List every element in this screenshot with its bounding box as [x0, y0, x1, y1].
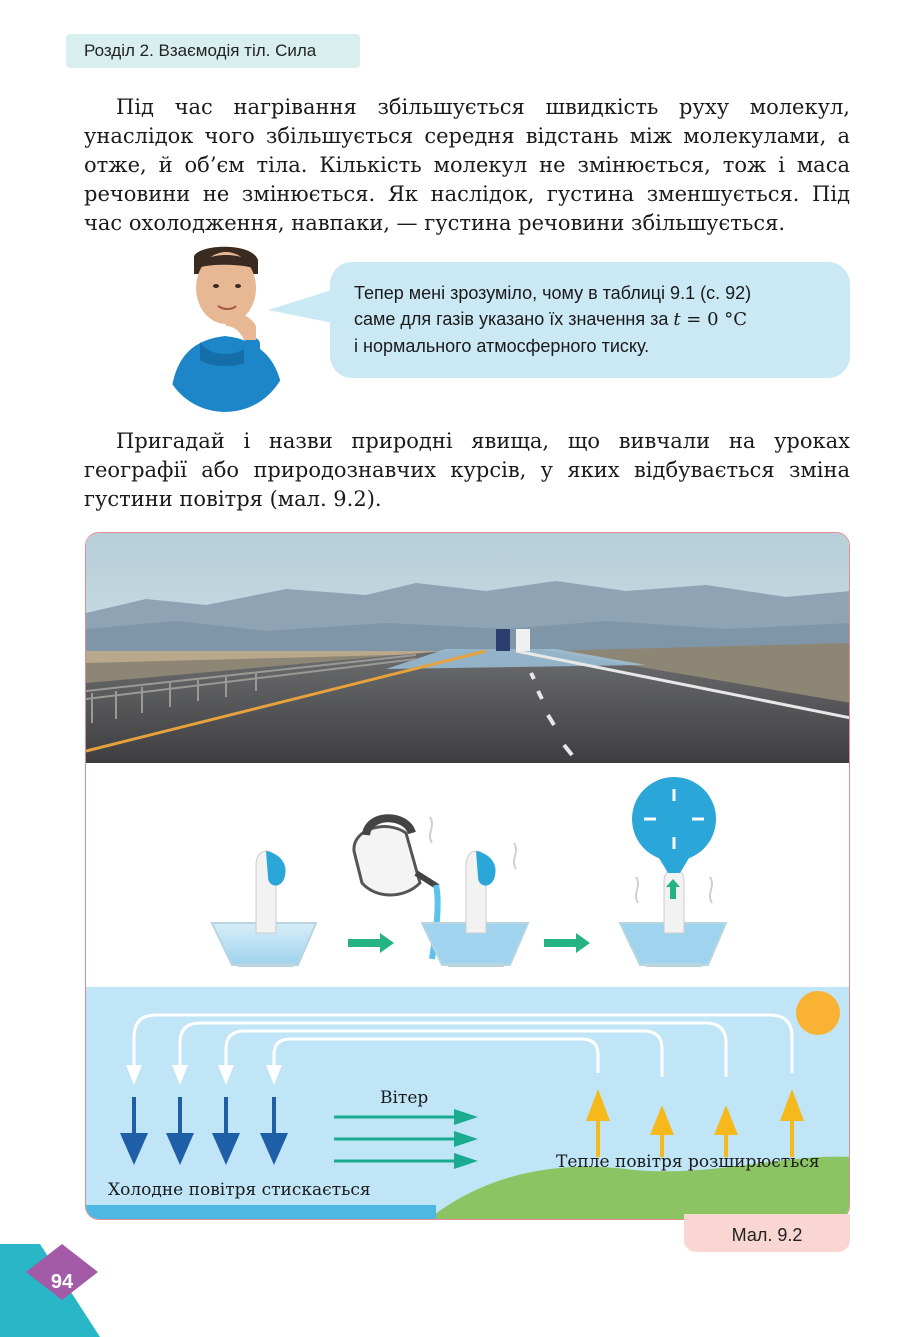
speech-bubble [330, 262, 850, 378]
page-number: 94 [50, 1271, 74, 1293]
bottle-experiment [86, 763, 850, 985]
bubble-line-2 [354, 306, 830, 333]
boy-avatar [160, 240, 290, 412]
bubble-line-3: і нормального атмосферного тиску. [354, 336, 650, 356]
warm-air-label: Тепле повітря розширюється [556, 1152, 820, 1172]
speech-bubble-text [354, 280, 830, 359]
figure-illustration [86, 533, 850, 1220]
sea-strip [86, 1205, 436, 1220]
body-paragraph-1: Під час нагрівання збільшується швидкість руху молекул, унаслідок чого збільшується середня відстань між молекулами, а отже, й об’єм тіла. Кількість молекул не змінюється, тож і маса речовини не змінюється. Як наслідок, густина зменшується. Під час охолодження, навпаки, — густина речовини збільшується. [84, 95, 850, 235]
sun-icon [796, 991, 840, 1035]
speech-bubble-tail [268, 286, 338, 326]
figure-caption: Мал. 9.2 [684, 1214, 850, 1252]
bubble-line-1: Тепер мені зрозуміло, чому в таблиці 9.1 (с. 92) [354, 283, 752, 303]
wind-diagram [86, 987, 850, 1220]
temperature-value: = 0 °C [680, 309, 748, 330]
mirage-road-photo [86, 533, 850, 763]
wind-label: Вітер [380, 1088, 429, 1108]
body-paragraph-2: Пригадай і назви природні явища, що вивчали на уроках географії або природознавчих курсів, у яких відбувається зміна густини повітря (мал. 9.2). [84, 429, 850, 511]
bubble-line-2-prefix: саме для газів указано їх значення за [354, 309, 674, 329]
chapter-heading: Розділ 2. Взаємодія тіл. Сила [66, 34, 360, 68]
temperature-variable: t [673, 309, 681, 330]
figure-9-2 [85, 532, 850, 1220]
cold-air-label: Холодне повітря стискається [108, 1180, 371, 1200]
wind-arrows [334, 1109, 478, 1169]
